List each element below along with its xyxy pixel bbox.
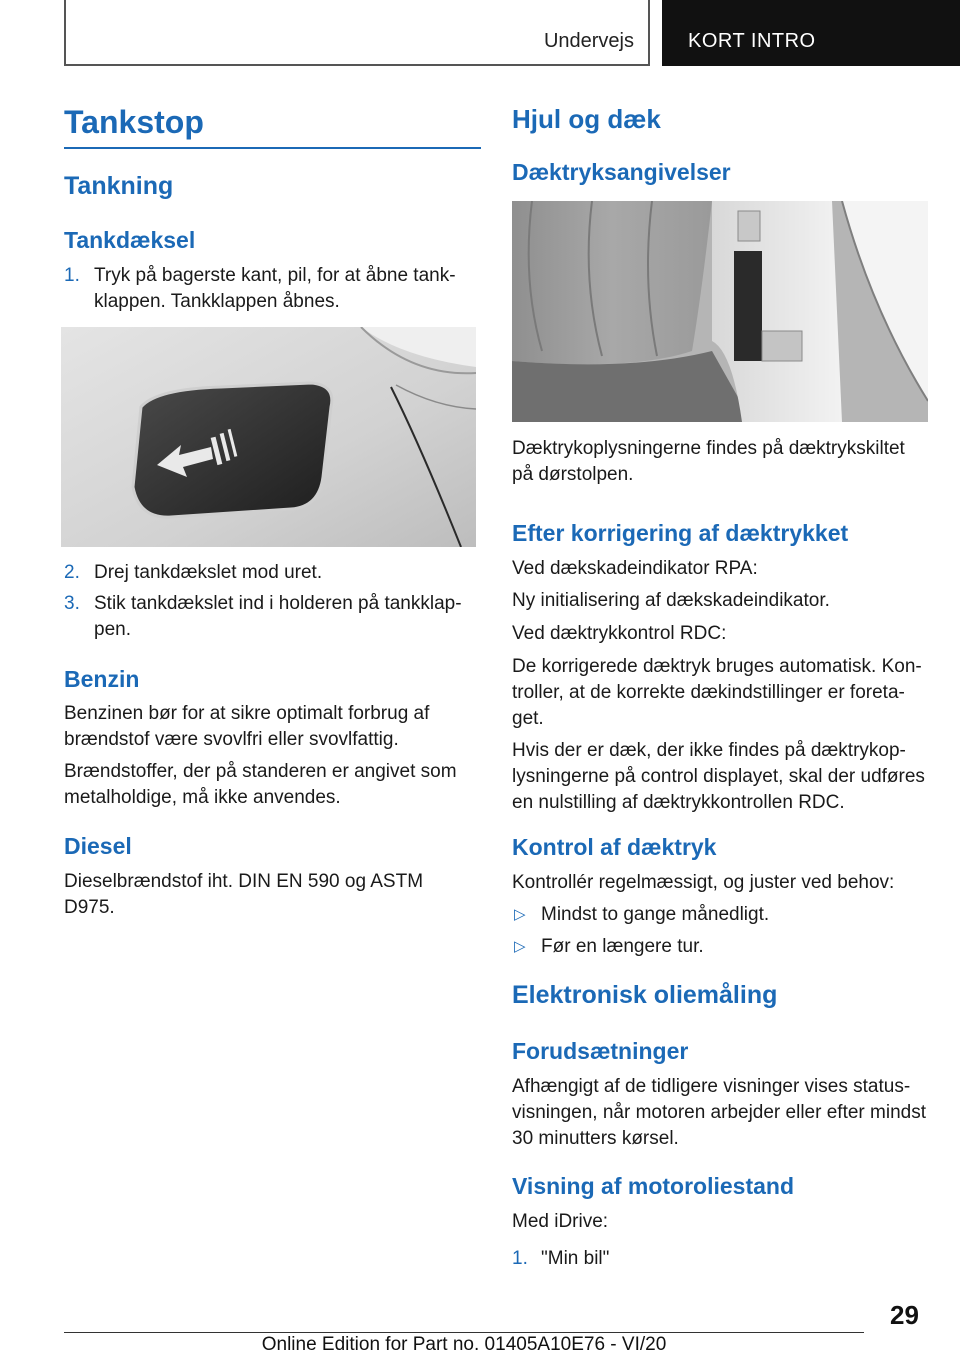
list-item: Mindst to gange månedligt. [541, 904, 770, 925]
heading-efter-korrigering: Efter korrigering af dæktrykket [512, 520, 849, 546]
heading-elektronisk-oliemaaling: Elektronisk oliemåling [512, 981, 778, 1009]
heading-daektryksangivelser: Dæktryksangivelser [512, 159, 731, 185]
header-chapter-label: KORT INTRO [688, 30, 816, 52]
footer-divider [64, 1332, 864, 1333]
paragraph: Hvis der er dæk, der ikke findes på dæktrykop‐ [512, 740, 906, 761]
step-text: pen. [94, 619, 131, 640]
paragraph: Med iDrive: [512, 1211, 609, 1232]
step-number: 1. [512, 1248, 528, 1269]
fuel-cap-illustration [61, 327, 476, 547]
page-number: 29 [890, 1300, 919, 1330]
triangle-bullet-icon: ▷ [514, 906, 526, 923]
heading-benzin: Benzin [64, 666, 140, 692]
paragraph: Kontrollér regelmæssigt, og juster ved behov: [512, 872, 895, 893]
header-section-label: Undervejs [543, 30, 634, 52]
paragraph: get. [512, 708, 544, 729]
paragraph: brændstof være svovlfri eller svovlfattig. [64, 729, 399, 750]
step-text: Tryk på bagerste kant, pil, for at åbne tank‐ [94, 265, 456, 286]
step-text: Drej tankdækslet mod uret. [94, 562, 323, 583]
heading-tankdaeksel: Tankdæksel [64, 227, 196, 253]
heading-tankning: Tankning [64, 172, 174, 200]
paragraph: troller, at de korrekte dækindstillinger er foreta‐ [512, 682, 905, 703]
image-caption: Dæktrykoplysningerne findes på dæktrykskiltet [512, 438, 905, 459]
paragraph: Benzinen bør for at sikre optimalt forbrug af [64, 703, 430, 724]
heading-forudsaetninger: Forudsætninger [512, 1038, 689, 1064]
paragraph: Brændstoffer, der på standeren er angivet som [64, 761, 457, 782]
page-title-tankstop: Tankstop [64, 104, 204, 140]
paragraph: 30 minutters kørsel. [512, 1128, 679, 1149]
paragraph: Dieselbrændstof iht. DIN EN 590 og ASTM [64, 871, 424, 892]
step-text: Stik tankdækslet ind i holderen på tankklap‐ [94, 593, 462, 614]
paragraph: Ved dækskadeindikator RPA: [512, 558, 758, 579]
triangle-bullet-icon: ▷ [514, 938, 526, 955]
heading-visning-af-motoroliestand: Visning af motoroliestand [512, 1173, 794, 1199]
footer-edition: Online Edition for Part no. 01405A10E76 - VI/20 [261, 1334, 667, 1355]
step-number: 1. [64, 265, 80, 286]
heading-kontrol-af-daektryk: Kontrol af dæktryk [512, 834, 717, 860]
door-pillar-illustration [512, 201, 928, 422]
image-caption: på dørstolpen. [512, 464, 634, 485]
paragraph: Ny initialisering af dækskadeindikator. [512, 590, 830, 611]
paragraph: De korrigerede dæktryk bruges automatisk. Kon‐ [512, 656, 922, 677]
paragraph: metalholdige, må ikke anvendes. [64, 787, 341, 808]
paragraph: en nulstilling af dæktrykkontrollen RDC. [512, 792, 845, 813]
paragraph: lysningerne på control displayet, skal der udføres [512, 766, 925, 787]
header-chapter-tab [662, 0, 960, 66]
list-item: Før en længere tur. [541, 936, 704, 957]
heading-diesel: Diesel [64, 833, 132, 859]
step-text: "Min bil" [541, 1248, 610, 1269]
title-divider [64, 147, 481, 149]
step-number: 3. [64, 593, 80, 614]
heading-hjul-og-daek: Hjul og dæk [512, 104, 661, 134]
paragraph: D975. [64, 897, 115, 918]
step-text: klappen. Tankklappen åbnes. [94, 291, 340, 312]
header-section-box [64, 0, 650, 66]
paragraph: Ved dæktrykkontrol RDC: [512, 623, 727, 644]
paragraph: visningen, når motoren arbejder eller efter mindst [512, 1102, 926, 1123]
step-number: 2. [64, 562, 80, 583]
paragraph: Afhængigt af de tidligere visninger vises status‐ [512, 1076, 911, 1097]
